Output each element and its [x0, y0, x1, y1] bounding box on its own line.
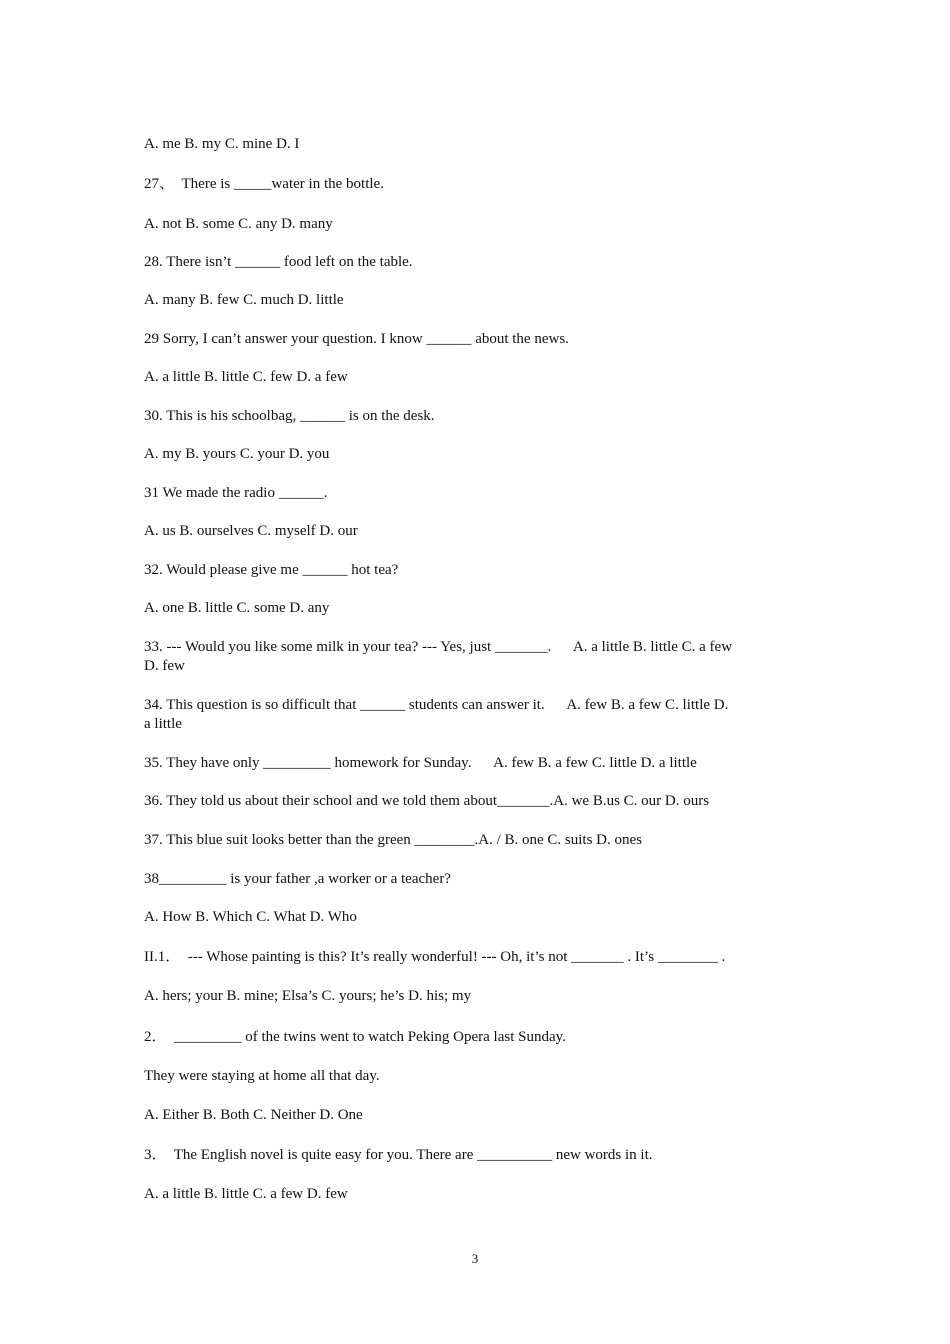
text-line: 28. There isn’t ______ food left on the table. [144, 254, 413, 270]
text-line: 29 Sorry, I can’t answer your question. I know ______ about the news. [144, 331, 569, 347]
text-line: D. few [144, 658, 185, 674]
text-line: A. a little B. little C. few D. a few [144, 369, 348, 385]
text-line: II.1． --- Whose painting is this? It’s really wonderful! --- Oh, it’s not _______ . It’s ________ . [144, 949, 726, 965]
text-line: A. us B. ourselves C. myself D. our [144, 523, 358, 539]
text-line: 37. This blue suit looks better than the green ________.A. / B. one C. suits D. ones [144, 832, 643, 848]
text-line: 27、 There is _____water in the bottle. [144, 176, 384, 192]
text-line: They were staying at home all that day. [144, 1068, 380, 1084]
text-line: 36. They told us about their school and we told them about_______.A. we B.us C. our D. ours [144, 793, 710, 809]
text-line: 32. Would please give me ______ hot tea? [144, 562, 399, 578]
text-line: A. not B. some C. any D. many [144, 216, 333, 232]
text-line: 33. --- Would you like some milk in your tea? --- Yes, just _______. A. a little B. little C. a few [144, 639, 733, 655]
text-line: 34. This question is so difficult that ______ students can answer it. A. few B. a few C. little D. [144, 697, 729, 713]
page-number: 3 [471, 1251, 479, 1266]
text-line: A. a little B. little C. a few D. few [144, 1186, 348, 1202]
text-line: A. many B. few C. much D. little [144, 292, 344, 308]
text-line: 30. This is his schoolbag, ______ is on the desk. [144, 408, 435, 424]
text-line: A. hers; your B. mine; Elsa’s C. yours; he’s D. his; my [144, 988, 472, 1004]
text-line: A. my B. yours C. your D. you [144, 446, 330, 462]
text-line: 31 We made the radio ______. [144, 485, 328, 501]
text-line: 35. They have only _________ homework for Sunday. A. few B. a few C. little D. a little [144, 755, 697, 771]
text-line: 3． The English novel is quite easy for you. There are __________ new words in it. [144, 1147, 653, 1163]
text-line: A. How B. Which C. What D. Who [144, 909, 357, 925]
text-line: A. me B. my C. mine D. I [144, 136, 300, 152]
text-line: A. one B. little C. some D. any [144, 600, 330, 616]
text-line: 38_________ is your father ,a worker or a teacher? [144, 871, 451, 887]
text-line: A. Either B. Both C. Neither D. One [144, 1107, 363, 1123]
text-line: a little [144, 716, 182, 732]
text-line: 2． _________ of the twins went to watch Peking Opera last Sunday. [144, 1029, 566, 1045]
